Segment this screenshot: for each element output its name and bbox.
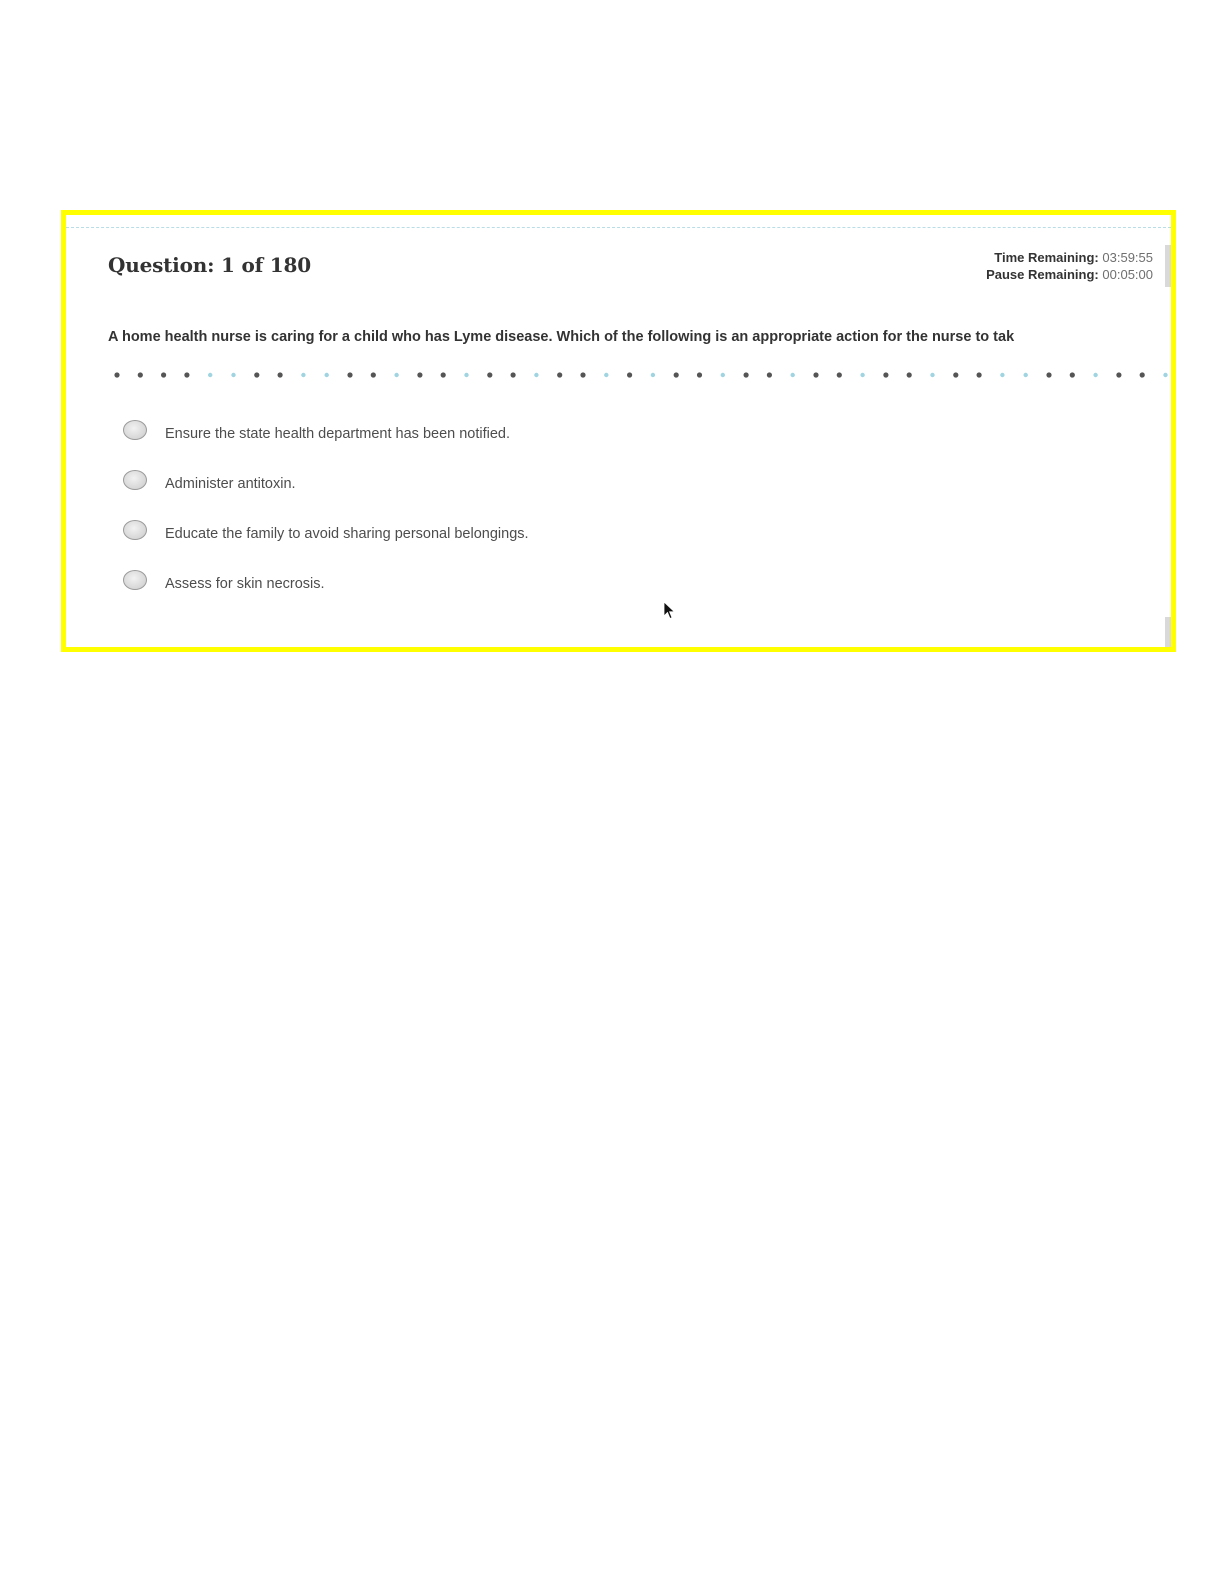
divider-dot xyxy=(860,373,864,377)
divider-dot xyxy=(1140,372,1145,377)
question-counter: Question: 1 of 180 xyxy=(108,253,311,277)
top-dashed-divider xyxy=(66,227,1171,228)
divider-dot xyxy=(325,373,329,377)
answer-option-4[interactable] xyxy=(123,557,529,607)
answer-option-label: Educate the family to avoid sharing personal belongings. xyxy=(165,526,529,542)
time-remaining xyxy=(986,249,1153,266)
divider-dot xyxy=(138,372,143,377)
question-stem: A home health nurse is caring for a child who has Lyme disease. Which of the following is an appropriate action for the nurse to tak xyxy=(108,329,1015,345)
divider-dot xyxy=(254,372,259,377)
dotted-divider xyxy=(114,369,1174,381)
divider-dot xyxy=(511,372,516,377)
divider-dot xyxy=(208,373,212,377)
timer-block xyxy=(986,249,1153,283)
answer-option-label: Ensure the state health department has been notified. xyxy=(165,426,511,442)
divider-dot xyxy=(278,372,283,377)
divider-dot xyxy=(161,372,166,377)
answer-option-label: Assess for skin necrosis. xyxy=(165,576,325,592)
radio-button-4[interactable] xyxy=(123,570,147,590)
divider-dot xyxy=(371,372,376,377)
divider-dot xyxy=(1116,372,1121,377)
radio-button-1[interactable] xyxy=(123,420,147,440)
radio-button-2[interactable] xyxy=(123,470,147,490)
divider-dot xyxy=(813,372,818,377)
divider-dot xyxy=(580,372,585,377)
divider-dot xyxy=(464,373,468,377)
divider-dot xyxy=(417,372,422,377)
divider-dot xyxy=(744,372,749,377)
divider-dot xyxy=(1024,373,1028,377)
answer-option-label: Administer antitoxin. xyxy=(165,476,296,492)
divider-dot xyxy=(953,372,958,377)
divider-dot xyxy=(837,372,842,377)
divider-dot xyxy=(1000,373,1004,377)
divider-dot xyxy=(114,372,119,377)
divider-dot xyxy=(674,372,679,377)
divider-dot xyxy=(651,373,655,377)
pause-remaining-label: Pause Remaining: xyxy=(986,267,1099,282)
divider-dot xyxy=(231,373,235,377)
divider-dot xyxy=(534,373,538,377)
time-remaining-value: 03:59:55 xyxy=(1102,250,1153,265)
answer-option-1[interactable] xyxy=(123,407,529,457)
divider-dot xyxy=(604,373,608,377)
answer-option-2[interactable] xyxy=(123,457,529,507)
divider-dot xyxy=(1163,373,1167,377)
divider-dot xyxy=(697,372,702,377)
divider-dot xyxy=(930,373,934,377)
divider-dot xyxy=(721,373,725,377)
divider-dot xyxy=(557,372,562,377)
divider-dot xyxy=(441,372,446,377)
divider-dot xyxy=(1070,372,1075,377)
divider-dot xyxy=(301,373,305,377)
exam-question-panel xyxy=(61,210,1176,652)
divider-dot xyxy=(1093,373,1097,377)
scrollbar-top[interactable] xyxy=(1165,245,1171,287)
divider-dot xyxy=(394,373,398,377)
pause-remaining-value: 00:05:00 xyxy=(1102,267,1153,282)
divider-dot xyxy=(791,373,795,377)
mouse-pointer-icon xyxy=(663,601,677,621)
scrollbar-bottom[interactable] xyxy=(1165,617,1171,647)
divider-dot xyxy=(883,372,888,377)
time-remaining-label: Time Remaining: xyxy=(994,250,1099,265)
radio-button-3[interactable] xyxy=(123,520,147,540)
divider-dot xyxy=(977,372,982,377)
answer-option-3[interactable] xyxy=(123,507,529,557)
divider-dot xyxy=(1046,372,1051,377)
answer-options xyxy=(123,407,529,607)
divider-dot xyxy=(184,372,189,377)
divider-dot xyxy=(907,372,912,377)
divider-dot xyxy=(347,372,352,377)
pause-remaining xyxy=(986,266,1153,283)
divider-dot xyxy=(487,372,492,377)
divider-dot xyxy=(767,372,772,377)
divider-dot xyxy=(627,372,632,377)
